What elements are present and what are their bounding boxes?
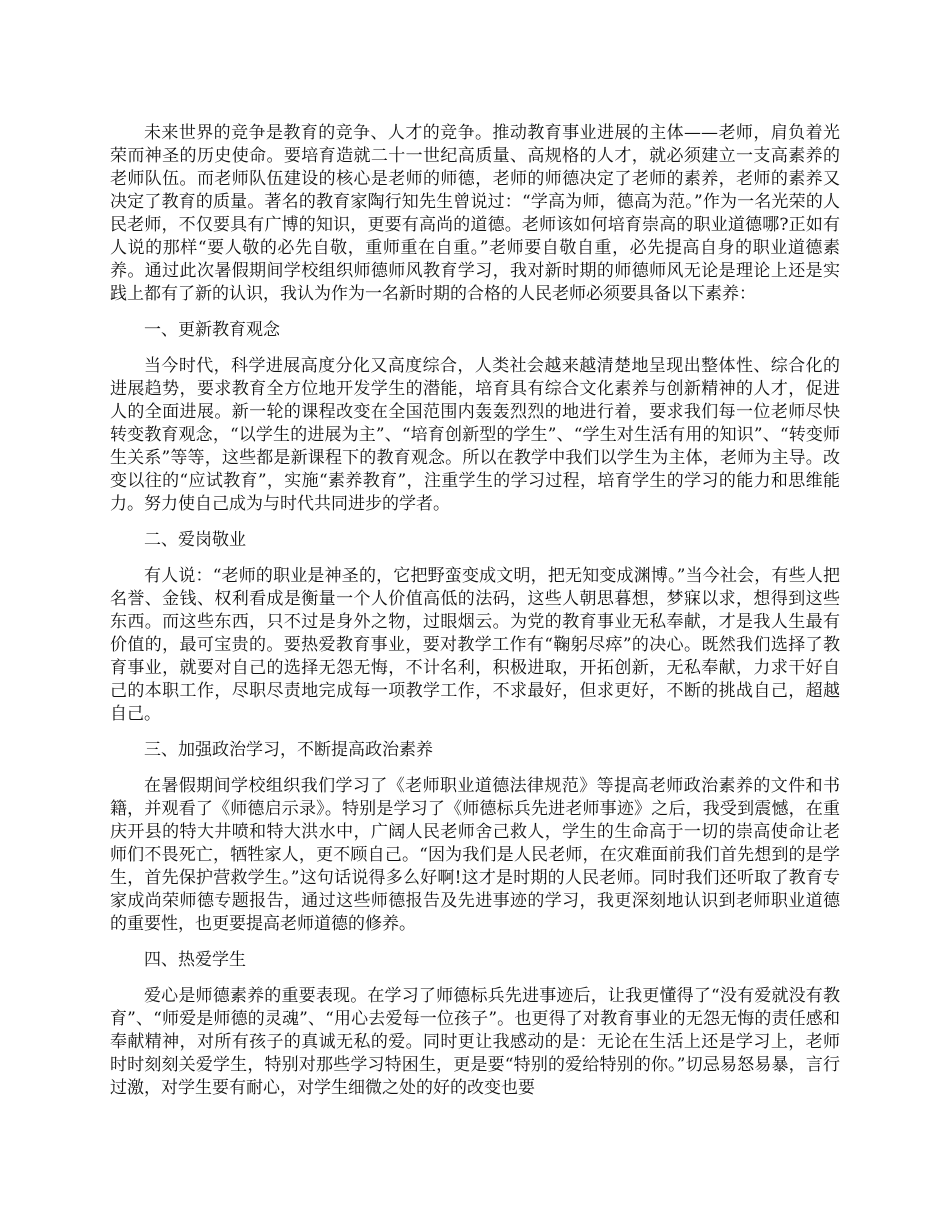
section-heading-4: 四、热爱学生 (144, 950, 246, 970)
section-1-paragraph: 当今时代，科学进展高度分化又高度综合，人类社会越来越清楚地呈现出整体性、综合化的进展趋势，要求教育全方位地开发学生的潜能，培育具有综合文化素养与创新精神的人才，促进人的全面进展。新一轮的课程改变在全国范围内轰轰烈烈的地进行着，要求我们每一位老师尽快转变教育观念，“以学生的进展为主”、“培育创新型的学生”、“学生对生活有用的知识”、“转变师生关系”等等，这些都是新课程下的教育观念。所以在教学中我们以学生为主体，老师为主导。改变以往的“应试教育”，实施“素养教育”，注重学生的学习过程，培育学生的学习的能力和思维能力。努力使自己成为与时代共同进步的学者。 (110, 356, 840, 514)
section-heading-2: 二、爱岗敬业 (144, 530, 246, 550)
section-3-paragraph: 在暑假期间学校组织我们学习了《老师职业道德法律规范》等提高老师政治素养的文件和书籍，并观看了《师德启示录》。特别是学习了《师德标兵先进老师事迹》之后，我受到震憾，在重庆开县的特大井喷和特大洪水中，广阔人民老师舍己救人，学生的生命高于一切的崇高使命让老师们不畏死亡，牺牲家人，更不顾自己。“因为我们是人民老师，在灾难面前我们首先想到的是学生，首先保护营救学生。”这句话说得多么好啊!这才是时期的人民老师。同时我们还听取了教育专家成尚荣师德专题报告，通过这些师德报告及先进事迹的学习，我更深刻地认识到老师职业道德的重要性，也更要提高老师道德的修养。 (110, 776, 840, 934)
section-heading-3: 三、加强政治学习，不断提高政治素养 (144, 740, 433, 760)
intro-paragraph: 未来世界的竞争是教育的竞争、人才的竞争。推动教育事业进展的主体——老师，肩负着光荣而神圣的历史使命。要培育造就二十一世纪高质量、高规格的人才，就必须建立一支高素养的老师队伍。而老师队伍建设的核心是老师的师德，老师的师德决定了老师的素养，老师的素养又决定了教育的质量。著名的教育家陶行知先生曾说过：“学高为师，德高为范。”作为一名光荣的人民老师，不仅要具有广博的知识，更要有高尚的道德。老师该如何培育崇高的职业道德哪?正如有人说的那样“要人敬的必先自敬，重师重在自重。”老师要自敬自重，必先提高自身的职业道德素养。通过此次暑假期间学校组织师德师风教育学习，我对新时期的师德师风无论是理论上还是实践上都有了新的认识，我认为作为一名新时期的合格的人民老师必须要具备以下素养： (110, 123, 840, 304)
document-page (110, 122, 840, 1113)
section-2-paragraph: 有人说：“老师的职业是神圣的，它把野蛮变成文明，把无知变成渊博。”当今社会，有些人把名誉、金钱、权利看成是衡量一个人价值高低的法码，这些人朝思暮想，梦寐以求，想得到这些东西。而这些东西，只不过是身外之物，过眼烟云。为党的教育事业无私奉献，才是我人生最有价值的，最可宝贵的。要热爱教育事业，要对教学工作有“鞠躬尽瘁”的决心。既然我们选择了教育事业，就要对自己的选择无怨无悔，不计名利，积极进取，开拓创新，无私奉献，力求干好自己的本职工作，尽职尽责地完成每一项教学工作，不求最好，但求更好，不断的挑战自己，超越自己。 (110, 566, 840, 724)
section-4-paragraph: 爱心是师德素养的重要表现。在学习了师德标兵先进事迹后，让我更懂得了“没有爱就没有教育”、“师爱是师德的灵魂”、“用心去爱每一位孩子”。也更得了对教育事业的无怨无悔的责任感和奉献精神，对所有孩子的真诚无私的爱。同时更让我感动的是：无论在生活上还是学习上，老师时时刻刻关爱学生，特别对那些学习特困生，更是要“特别的爱给特别的你。”切忌易怒易暴，言行过激，对学生要有耐心，对学生细微之处的好的改变也要 (110, 986, 840, 1098)
section-heading-1: 一、更新教育观念 (144, 320, 280, 340)
